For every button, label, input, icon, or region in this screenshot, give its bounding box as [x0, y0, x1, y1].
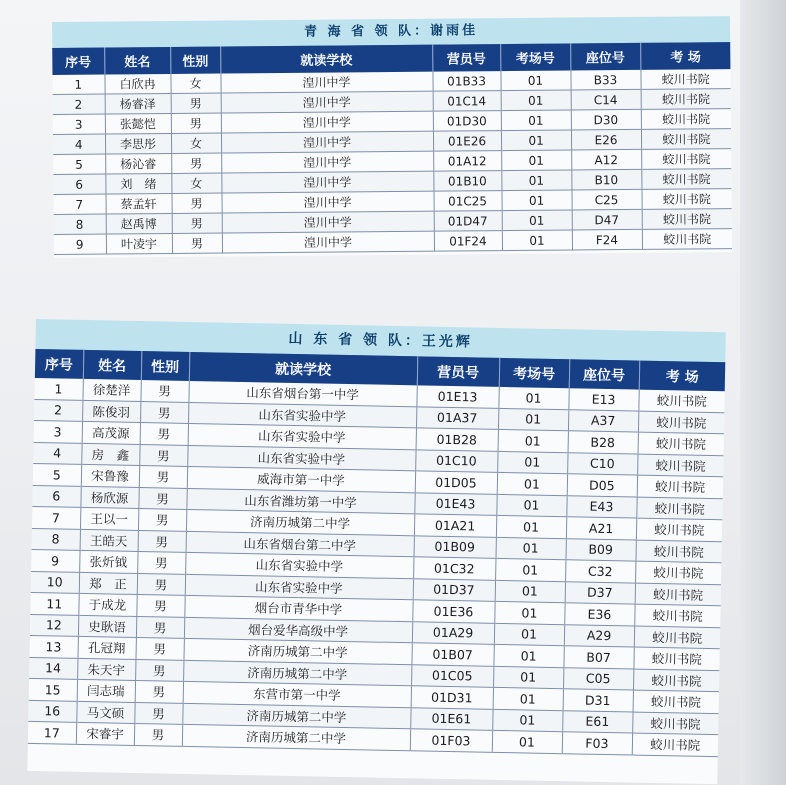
cell-seat-no: D47 [572, 209, 642, 230]
cell-school: 济南历城第二中学 [182, 703, 410, 729]
cell-index: 14 [29, 657, 77, 679]
cell-room-no: 01 [498, 387, 568, 409]
cell-gender: 男 [139, 466, 187, 488]
cell-index: 16 [28, 700, 76, 722]
page-edge-shadow [740, 0, 786, 785]
cell-camper-id: 01A29 [412, 621, 494, 644]
cell-name: 王皓天 [80, 529, 138, 552]
cell-camper-id: 01C14 [433, 91, 501, 112]
cell-gender: 男 [134, 702, 182, 724]
cell-camper-id: 01D47 [434, 211, 502, 232]
cell-school: 山东省实验中学 [187, 445, 415, 471]
cell-school: 济南历城第二中学 [182, 724, 410, 750]
cell-index: 1 [52, 75, 104, 95]
cell-room-no: 01 [498, 408, 568, 431]
cell-room-no: 01 [500, 70, 570, 90]
cell-name: 于成龙 [78, 593, 136, 616]
cell-camper-id: 01B33 [432, 71, 500, 91]
cell-school: 湟川中学 [221, 131, 433, 153]
cell-index: 3 [53, 114, 105, 134]
cell-index: 4 [33, 442, 81, 464]
cell-room-no: 01 [492, 730, 562, 753]
cell-school: 山东省烟台第二中学 [186, 531, 414, 557]
cell-name: 宋睿宇 [76, 722, 134, 745]
cell-room-no: 01 [496, 515, 566, 538]
cell-room-no: 01 [497, 451, 567, 474]
cell-room-no: 01 [494, 623, 564, 646]
cell-room-no: 01 [497, 472, 567, 495]
cell-school: 烟台市青华中学 [184, 595, 412, 621]
cell-name: 房 鑫 [81, 443, 139, 466]
shandong-title: 山 东 省 领 队：王光辉 [35, 319, 725, 363]
cell-venue: 蛟川书院 [638, 390, 724, 413]
cell-camper-id: 01B09 [414, 535, 496, 558]
cell-gender: 男 [172, 233, 222, 253]
cell-school: 湟川中学 [220, 72, 432, 93]
cell-gender: 男 [171, 93, 221, 113]
cell-index: 6 [53, 174, 105, 194]
cell-index: 15 [29, 678, 77, 700]
cell-gender: 女 [171, 133, 221, 153]
qinghai-title: 青 海 省 领 队：谢雨佳 [52, 16, 730, 49]
cell-gender: 女 [171, 173, 221, 193]
cell-seat-no: C14 [571, 89, 641, 110]
cell-seat-no: E26 [571, 129, 641, 150]
cell-gender: 男 [138, 509, 186, 531]
cell-room-no: 01 [494, 601, 564, 624]
cell-school: 湟川中学 [221, 91, 433, 113]
cell-gender: 男 [171, 113, 221, 133]
col-header-name: 姓名 [104, 47, 170, 75]
cell-name: 杨沁睿 [105, 153, 171, 174]
cell-school: 山东省烟台第一中学 [188, 381, 416, 406]
cell-seat-no: E13 [568, 388, 638, 410]
cell-name: 杨睿泽 [105, 93, 171, 114]
cell-gender: 男 [140, 380, 188, 402]
cell-seat-no: B28 [568, 431, 638, 454]
col-header-seat-no: 座位号 [570, 43, 640, 71]
cell-index: 13 [30, 635, 78, 657]
cell-venue: 蛟川书院 [635, 583, 721, 606]
shandong-roster [27, 319, 726, 784]
cell-index: 9 [54, 234, 106, 254]
cell-name: 白欣冉 [104, 74, 170, 94]
cell-venue: 蛟川书院 [632, 733, 718, 756]
cell-school: 山东省实验中学 [188, 423, 416, 449]
col-header-camper-id: 营员号 [417, 356, 500, 387]
cell-seat-no: B10 [571, 169, 641, 190]
cell-school: 威海市第一中学 [187, 466, 415, 492]
cell-camper-id: 01D37 [413, 578, 495, 601]
cell-name: 张懿恺 [105, 113, 171, 134]
col-header-venue: 考 场 [639, 361, 726, 392]
cell-index: 9 [31, 549, 79, 571]
cell-room-no: 01 [495, 580, 565, 603]
cell-camper-id: 01C10 [415, 449, 497, 472]
col-header-venue: 考 场 [640, 42, 730, 70]
cell-name: 陈俊羽 [82, 400, 140, 423]
col-header-camper-id: 营员号 [432, 44, 500, 72]
cell-room-no: 01 [495, 558, 565, 581]
shandong-table [28, 349, 725, 757]
cell-venue: 蛟川书院 [633, 647, 719, 670]
cell-camper-id: 01B07 [411, 643, 493, 666]
cell-venue: 蛟川书院 [635, 540, 721, 563]
cell-seat-no: D37 [565, 581, 635, 604]
cell-room-no: 01 [501, 130, 571, 151]
cell-name: 马文硕 [76, 701, 134, 724]
cell-school: 湟川中学 [221, 151, 433, 173]
col-header-school: 就读学校 [189, 352, 418, 385]
cell-gender: 男 [137, 573, 185, 595]
cell-seat-no: F24 [572, 229, 642, 250]
col-header-room-no: 考场号 [499, 358, 570, 388]
cell-room-no: 01 [501, 170, 571, 191]
qinghai-table [52, 42, 732, 255]
cell-school: 湟川中学 [221, 171, 433, 193]
cell-index: 10 [31, 571, 79, 593]
cell-room-no: 01 [501, 190, 571, 211]
cell-room-no: 01 [502, 230, 572, 251]
cell-venue: 蛟川书院 [641, 129, 731, 150]
cell-camper-id: 01B28 [416, 428, 498, 451]
cell-camper-id: 01C32 [413, 557, 495, 580]
cell-camper-id: 01E43 [414, 492, 496, 515]
cell-camper-id: 01D30 [433, 111, 501, 132]
cell-camper-id: 01C25 [433, 191, 501, 212]
qinghai-table-body [52, 69, 732, 254]
cell-gender: 女 [170, 74, 220, 94]
cell-venue: 蛟川书院 [634, 626, 720, 649]
cell-name: 宋鲁豫 [81, 464, 139, 487]
cell-camper-id: 01E13 [416, 385, 498, 408]
cell-venue: 蛟川书院 [642, 209, 732, 230]
cell-gender: 男 [140, 401, 188, 423]
cell-camper-id: 01A37 [416, 406, 498, 429]
cell-venue: 蛟川书院 [641, 169, 731, 190]
cell-gender: 男 [172, 213, 222, 233]
cell-seat-no: C05 [563, 667, 633, 690]
cell-gender: 男 [136, 616, 184, 638]
cell-school: 济南历城第二中学 [186, 509, 414, 535]
cell-seat-no: A37 [568, 409, 638, 432]
cell-room-no: 01 [493, 687, 563, 710]
cell-index: 7 [54, 194, 106, 214]
cell-index: 8 [32, 528, 80, 550]
cell-seat-no: B33 [570, 70, 640, 90]
cell-seat-no: E36 [564, 603, 634, 626]
cell-venue: 蛟川书院 [641, 89, 731, 110]
cell-room-no: 01 [502, 210, 572, 231]
cell-gender: 男 [135, 680, 183, 702]
cell-camper-id: 01D31 [411, 686, 493, 709]
cell-gender: 男 [139, 444, 187, 466]
cell-camper-id: 01F03 [410, 729, 492, 752]
cell-name: 李思彤 [105, 133, 171, 154]
cell-camper-id: 01E61 [410, 707, 492, 730]
col-header-index: 序号 [52, 48, 104, 75]
cell-index: 17 [28, 721, 76, 743]
cell-gender: 男 [140, 423, 188, 445]
cell-school: 湟川中学 [222, 231, 434, 253]
cell-school: 山东省潍坊第一中学 [186, 488, 414, 514]
col-header-seat-no: 座位号 [569, 359, 640, 389]
cell-seat-no: D05 [567, 474, 637, 497]
cell-room-no: 01 [501, 90, 571, 111]
cell-name: 闫志瑞 [77, 679, 135, 702]
cell-school: 东营市第一中学 [183, 681, 411, 707]
cell-gender: 男 [172, 193, 222, 213]
col-header-index: 序号 [35, 349, 84, 379]
cell-index: 5 [33, 463, 81, 485]
cell-name: 史耿语 [78, 615, 136, 638]
col-header-room-no: 考场号 [500, 43, 570, 71]
cell-name: 高茂源 [82, 421, 140, 444]
cell-school: 湟川中学 [221, 111, 433, 133]
cell-seat-no: E43 [566, 495, 636, 518]
cell-seat-no: A12 [571, 149, 641, 170]
cell-name: 郑 正 [79, 572, 137, 595]
cell-venue: 蛟川书院 [633, 690, 719, 713]
cell-seat-no: C25 [571, 189, 641, 210]
cell-name: 孔冠翔 [78, 636, 136, 659]
cell-camper-id: 01C05 [411, 664, 493, 687]
cell-camper-id: 01E26 [433, 131, 501, 152]
cell-seat-no: B09 [565, 538, 635, 561]
cell-seat-no: B07 [563, 646, 633, 669]
cell-index: 1 [34, 378, 82, 400]
cell-venue: 蛟川书院 [635, 561, 721, 584]
cell-venue: 蛟川书院 [641, 189, 731, 210]
col-header-name: 姓名 [83, 350, 142, 380]
shandong-table-body [28, 378, 725, 756]
cell-room-no: 01 [493, 666, 563, 689]
cell-name: 朱天宇 [77, 658, 135, 681]
cell-room-no: 01 [501, 110, 571, 131]
cell-gender: 男 [138, 487, 186, 509]
cell-venue: 蛟川书院 [638, 432, 724, 455]
cell-school: 济南历城第二中学 [183, 660, 411, 686]
cell-name: 杨欣源 [80, 486, 138, 509]
cell-room-no: 01 [493, 644, 563, 667]
cell-index: 6 [32, 485, 80, 507]
cell-name: 叶凌宇 [106, 233, 172, 254]
cell-camper-id: 01A21 [414, 514, 496, 537]
cell-school: 山东省实验中学 [188, 402, 416, 428]
cell-name: 蔡孟轩 [106, 193, 172, 214]
col-header-gender: 性别 [170, 47, 220, 74]
cell-seat-no: E61 [562, 710, 632, 733]
cell-room-no: 01 [495, 537, 565, 560]
cell-room-no: 01 [498, 429, 568, 452]
cell-seat-no: C32 [565, 560, 635, 583]
cell-school: 烟台爱华高级中学 [184, 617, 412, 643]
cell-index: 3 [34, 420, 82, 442]
cell-school: 山东省实验中学 [185, 574, 413, 600]
cell-room-no: 01 [501, 150, 571, 171]
qinghai-roster [52, 16, 732, 258]
cell-venue: 蛟川书院 [636, 497, 722, 520]
cell-venue: 蛟川书院 [634, 604, 720, 627]
cell-venue: 蛟川书院 [640, 69, 730, 89]
cell-name: 徐楚洋 [82, 379, 140, 401]
cell-school: 济南历城第二中学 [183, 638, 411, 664]
cell-room-no: 01 [492, 709, 562, 732]
cell-venue: 蛟川书院 [641, 149, 731, 170]
cell-index: 12 [30, 614, 78, 636]
cell-seat-no: A21 [566, 517, 636, 540]
cell-venue: 蛟川书院 [636, 518, 722, 541]
cell-camper-id: 01B10 [433, 171, 501, 192]
cell-name: 刘 绪 [105, 173, 171, 194]
cell-venue: 蛟川书院 [641, 109, 731, 130]
cell-gender: 男 [138, 530, 186, 552]
cell-seat-no: D31 [563, 689, 633, 712]
cell-index: 2 [53, 94, 105, 114]
cell-camper-id: 01F24 [434, 231, 502, 252]
cell-camper-id: 01D05 [415, 471, 497, 494]
cell-venue: 蛟川书院 [637, 475, 723, 498]
cell-school: 湟川中学 [221, 191, 433, 213]
cell-gender: 男 [136, 594, 184, 616]
cell-index: 5 [53, 154, 105, 174]
cell-index: 4 [53, 134, 105, 154]
cell-name: 张炘钺 [79, 550, 137, 573]
cell-school: 湟川中学 [222, 211, 434, 233]
cell-venue: 蛟川书院 [637, 454, 723, 477]
col-header-gender: 性别 [141, 351, 190, 381]
cell-camper-id: 01E36 [412, 600, 494, 623]
cell-seat-no: A29 [564, 624, 634, 647]
cell-gender: 男 [135, 659, 183, 681]
cell-venue: 蛟川书院 [632, 712, 718, 735]
cell-index: 8 [54, 214, 106, 234]
cell-gender: 男 [134, 723, 182, 745]
cell-venue: 蛟川书院 [633, 669, 719, 692]
cell-gender: 男 [137, 551, 185, 573]
col-header-school: 就读学校 [220, 45, 432, 74]
cell-school: 山东省实验中学 [185, 552, 413, 578]
cell-room-no: 01 [496, 494, 566, 517]
cell-index: 2 [34, 399, 82, 421]
cell-index: 7 [32, 506, 80, 528]
cell-index: 11 [30, 592, 78, 614]
cell-name: 赵禹博 [106, 213, 172, 234]
cell-seat-no: D30 [571, 109, 641, 130]
cell-seat-no: F03 [562, 732, 632, 755]
cell-venue: 蛟川书院 [638, 411, 724, 434]
cell-seat-no: C10 [567, 452, 637, 475]
cell-gender: 男 [171, 153, 221, 173]
cell-camper-id: 01A12 [433, 151, 501, 172]
cell-gender: 男 [135, 637, 183, 659]
cell-venue: 蛟川书院 [642, 229, 732, 250]
cell-name: 王以一 [80, 507, 138, 530]
